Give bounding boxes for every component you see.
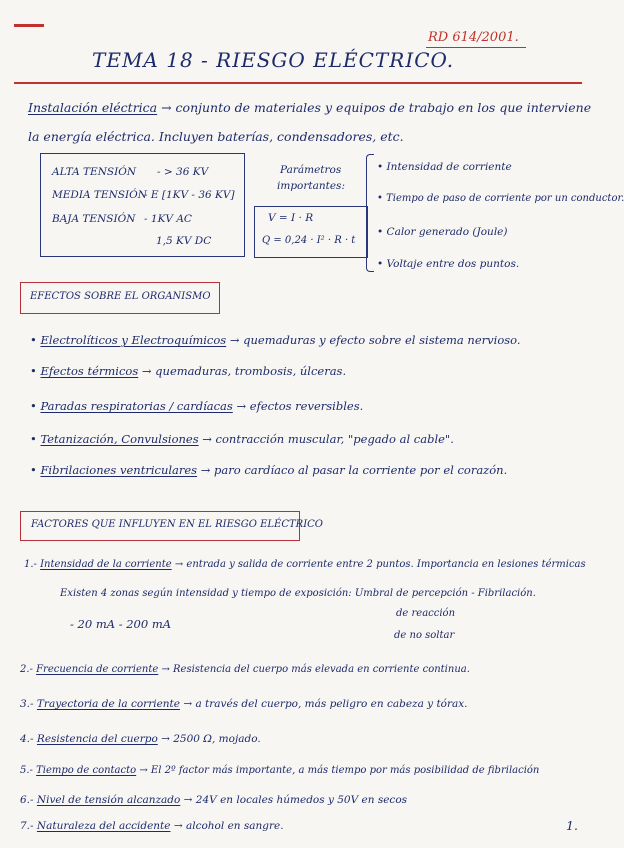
intro-line-2: la energía eléctrica. Incluyen baterías, condensadores, etc. (28, 129, 404, 144)
factor-1-range: - 20 mA - 200 mA (70, 617, 172, 631)
formula-ohm: V = I · R (268, 212, 314, 224)
factor-item-3: 3.- Trayectoria de la corriente → a través del cuerpo, más peligro en cabeza y tórax. (20, 698, 468, 710)
top-red-mark (14, 24, 44, 27)
tension-medium-value: - E [1KV - 36 KV] (144, 189, 235, 201)
tension-low-dc-value: 1,5 KV DC (156, 235, 212, 247)
effect-item-1: • Electrolíticos y Electroquímicos → quemaduras y efecto sobre el sistema nervioso. (30, 333, 521, 347)
parameters-heading-1: Parámetros (280, 164, 342, 176)
title-rule (14, 82, 582, 84)
factors-heading: FACTORES QUE INFLUYEN EN EL RIESGO ELÉCTRICO (31, 519, 323, 530)
factor-item-2: 2.- Frecuencia de corriente → Resistencia del cuerpo más elevada en corriente continua. (20, 664, 470, 675)
factor-item-4: 4.- Resistencia del cuerpo → 2500 Ω, mojado. (20, 733, 261, 745)
parameter-item-4: • Voltaje entre dos puntos. (377, 258, 520, 270)
page-number: 1. (566, 818, 578, 833)
formula-joule: Q = 0,24 · I² · R · t (262, 235, 356, 246)
tension-low-label: BAJA TENSIÓN (52, 213, 136, 225)
effects-heading: EFECTOS SOBRE EL ORGANISMO (30, 291, 211, 302)
parameter-item-3: • Calor generado (Joule) (377, 226, 508, 238)
factor-item-7: 7.- Naturaleza del accidente → alcohol en sangre. (20, 820, 284, 832)
effect-item-5: • Fibrilaciones ventriculares → paro cardíaco al pasar la corriente por el corazón. (30, 463, 508, 477)
tension-low-value: - 1KV AC (144, 213, 192, 225)
parameter-item-1: • Intensidad de corriente (377, 161, 512, 173)
parameter-item-2: • Tiempo de paso de corriente por un conductor. (377, 193, 624, 204)
factor-1-zones: Existen 4 zonas según intensidad y tiempo de exposición: Umbral de percepción - Fibrilación. (60, 588, 536, 599)
reference-note: RD 614/2001. (428, 30, 519, 45)
factor-1-reaction: de reacción (396, 608, 456, 619)
parameters-heading-2: importantes: (277, 180, 345, 192)
effect-item-2: • Efectos térmicos → quemaduras, trombosis, úlceras. (30, 364, 347, 378)
factor-item-6: 6.- Nivel de tensión alcanzado → 24V en locales húmedos y 50V en secos (20, 794, 408, 806)
tension-medium-label: MEDIA TENSIÓN (52, 189, 147, 201)
tension-high-value: - > 36 KV (157, 166, 209, 178)
intro-term: Instalación eléctrica (28, 100, 158, 115)
effect-item-4: • Tetanización, Convulsiones → contracción muscular, "pegado al cable". (30, 432, 454, 446)
page-title: TEMA 18 - RIESGO ELÉCTRICO. (92, 48, 455, 72)
parameters-brace (366, 154, 374, 272)
intro-definition: → conjunto de materiales y equipos de trabajo en los que interviene (161, 100, 592, 115)
tension-high-label: ALTA TENSIÓN (52, 166, 137, 178)
factor-item-1: 1.- Intensidad de la corriente → entrada y salida de corriente entre 2 puntos. Importancia en lesiones térmicas (24, 559, 586, 570)
intro-line-1 (28, 100, 591, 115)
factor-item-5: 5.- Tiempo de contacto → El 2º factor más importante, a más tiempo por más posibilidad de fibrilación (20, 765, 540, 776)
factor-1-no-release: de no soltar (394, 630, 455, 641)
effect-item-3: • Paradas respiratorias / cardíacas → efectos reversibles. (30, 399, 364, 413)
